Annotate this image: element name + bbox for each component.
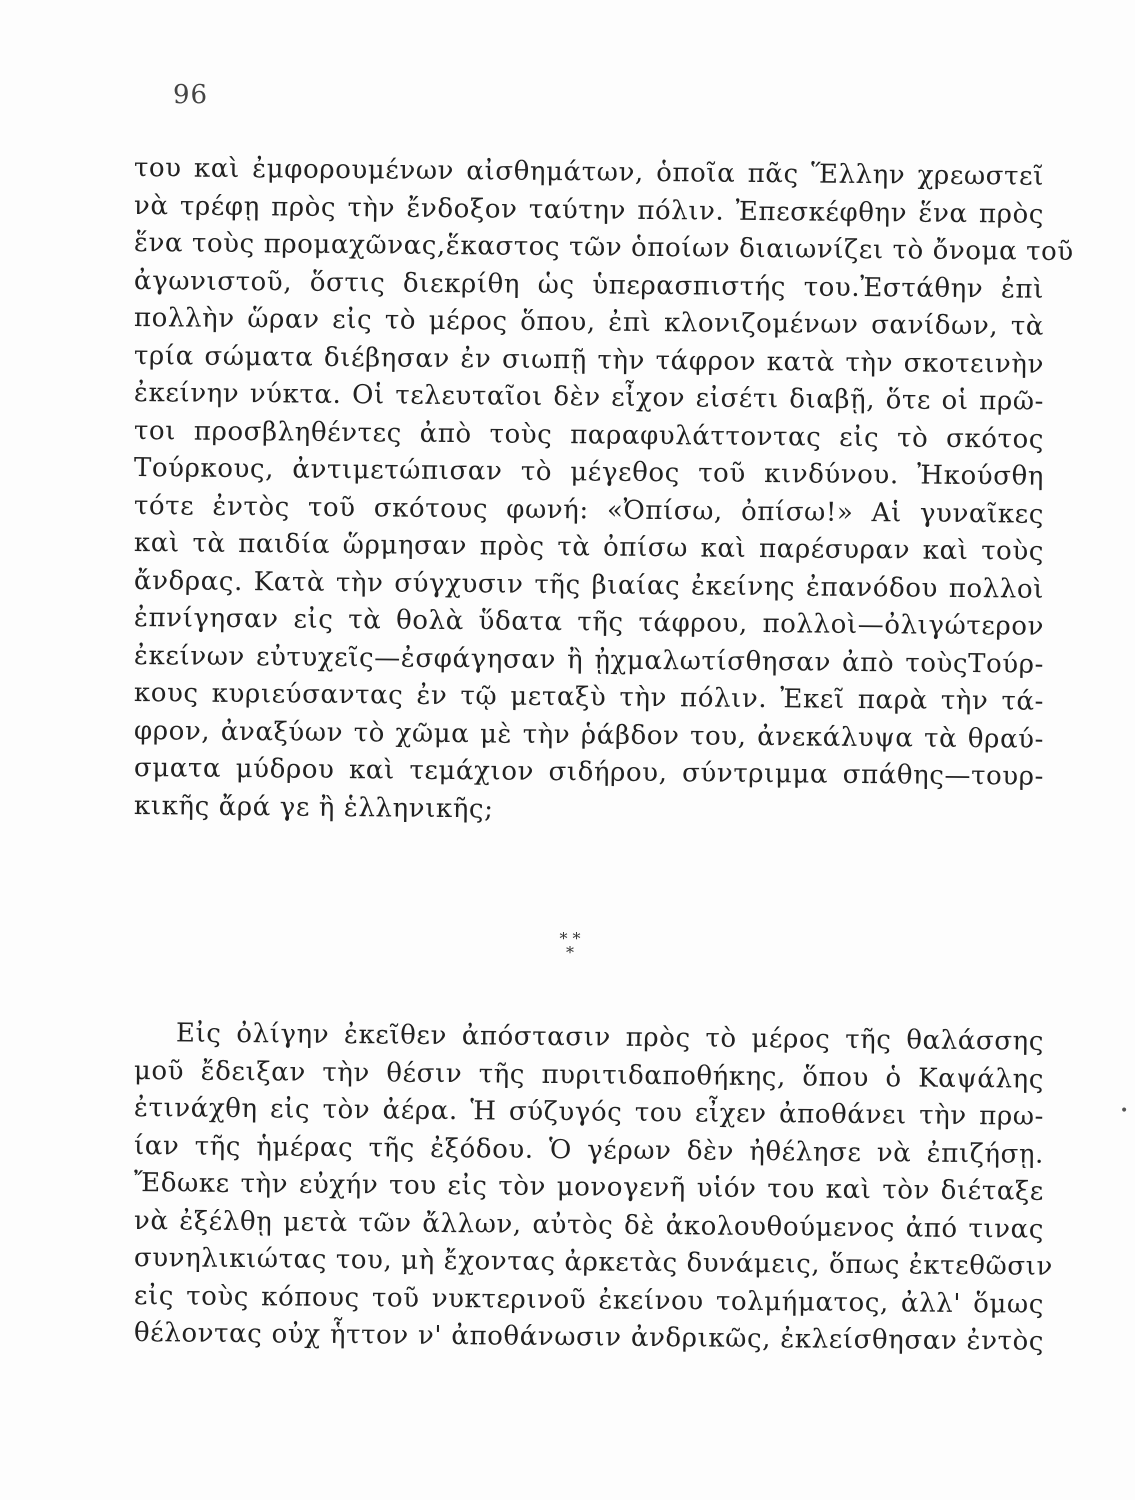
page-number: 96 <box>173 80 209 110</box>
text-line: ἕνα τοὺς προμαχῶνας,ἕκαστος τῶν ὁποίων διαιωνίζει τὸ ὄνομα τοῦ <box>133 228 1074 268</box>
text-line: ἐκείνην νύκτα. Οἱ τελευταῖοι δὲν εἶχον εἰσέτι διαβῇ, ὅτε οἱ πρῶ- <box>133 378 1045 417</box>
text-line: τρία σώματα διέβησαν ἐν σιωπῇ τὴν τάφρον κατὰ τὴν σκοτεινὴν <box>133 340 1045 380</box>
text-line: ἀγωνιστοῦ, ὅστις διεκρίθη ὡς ὑπερασπιστής του.Ἐστάθην ἐπὶ <box>133 265 1045 305</box>
text-line: πολλὴν ὥραν εἰς τὸ μέρος ὅπου, ἐπὶ κλονιζομένων σανίδων, τὰ <box>133 303 1045 342</box>
paragraph-2 <box>133 1015 1054 1357</box>
text-line: εἰς τοὺς κόπους τοῦ νυκτερινοῦ ἐκείνου τολμήματος, ἀλλ' ὅμως <box>133 1280 1045 1320</box>
separator-star-bottom: * <box>566 943 574 962</box>
text-line: νὰ τρέφῃ πρὸς τὴν ἔνδοξον ταύτην πόλιν. Ἐπεσκέφθην ἕνα πρὸς <box>133 190 1045 230</box>
text-line: σματα μύδρου καὶ τεμάχιον σιδήρου, σύντριμμα σπάθης—τουρ- <box>133 753 1045 792</box>
separator-stars-top: * * <box>559 929 581 948</box>
paragraph-1 <box>133 150 1074 825</box>
text-line: ἄνδρας. Κατὰ τὴν σύγχυσιν τῆς βιαίας ἐκείνης ἐπανόδου πολλοὶ <box>133 565 1045 605</box>
text-line: Εἰς ὀλίγην ἐκεῖθεν ἀπόστασιν πρὸς τὸ μέρος τῆς θαλάσσης <box>175 1018 1045 1057</box>
text-line: Τούρκους, ἀντιμετώπισαν τὸ μέγεθος τοῦ κινδύνου. Ἠκούσθη <box>133 453 1045 492</box>
text-line: θέλοντας οὐχ ἧττον ν' ἀποθάνωσιν ἀνδρικῶς, ἐκλείσθησαν ἐντὸς <box>133 1318 1045 1357</box>
text-line: τοι προσβληθέντες ἀπὸ τοὺς παραφυλάττοντας εἰς τὸ σκότος <box>133 415 1045 455</box>
section-separator <box>540 929 600 972</box>
text-line: καὶ τὰ παιδία ὥρμησαν πρὸς τὰ ὀπίσω καὶ παρέσυραν καὶ τοὺς <box>133 528 1045 567</box>
margin-dot: • <box>1120 1103 1129 1119</box>
text-line: τότε ἐντὸς τοῦ σκότους φωνή: «Ὀπίσω, ὀπίσω!» Αἱ γυναῖκες <box>133 490 1045 530</box>
text-line: κικῆς ἄρά γε ἢ ἑλληνικῆς; <box>133 790 494 824</box>
text-line: συνηλικιώτας του, μὴ ἔχοντας ἀρκετὰς δυνάμεις, ὅπως ἐκτεθῶσιν <box>133 1243 1054 1282</box>
text-line: ίαν τῆς ἡμέρας τῆς ἐξόδου. Ὁ γέρων δὲν ἠθέλησε νὰ ἐπιζήσῃ. <box>133 1130 1045 1170</box>
text-line: νὰ ἐξέλθῃ μετὰ τῶν ἄλλων, αὐτὸς δὲ ἀκολουθούμενος ἀπό τινας <box>133 1205 1045 1245</box>
text-line: φρον, ἀναξύων τὸ χῶμα μὲ τὴν ῥάβδον του, ἀνεκάλυψα τὰ θραύ- <box>133 715 1045 755</box>
text-line: ἐτινάχθη εἰς τὸν ἀέρα. Ἡ σύζυγός του εἶχεν ἀποθάνει τὴν πρω- <box>133 1093 1045 1132</box>
text-line: μοῦ ἔδειξαν τὴν θέσιν τῆς πυριτιδαποθήκης, ὅπου ὁ Καψάλης <box>133 1055 1045 1095</box>
text-line: ἐκείνων εὐτυχεῖς—ἐσφάγησαν ἢ ᾐχμαλωτίσθησαν ἀπὸ τοὺςΤούρ- <box>133 640 1045 680</box>
text-line: του καὶ ἐμφορουμένων αἰσθημάτων, ὁποῖα πᾶς Ἕλλην χρεωστεῖ <box>133 153 1045 192</box>
text-line: κους κυριεύσαντας ἐν τῷ μεταξὺ τὴν πόλιν. Ἐκεῖ παρὰ τὴν τά- <box>133 678 1045 717</box>
text-line: ἐπνίγησαν εἰς τὰ θολὰ ὕδατα τῆς τάφρου, πολλοὶ—ὀλιγώτερον <box>133 603 1045 642</box>
text-line: Ἔδωκε τὴν εὐχήν του εἰς τὸν μονογενῆ υἱόν του καὶ τὸν διέταξε <box>133 1168 1045 1207</box>
